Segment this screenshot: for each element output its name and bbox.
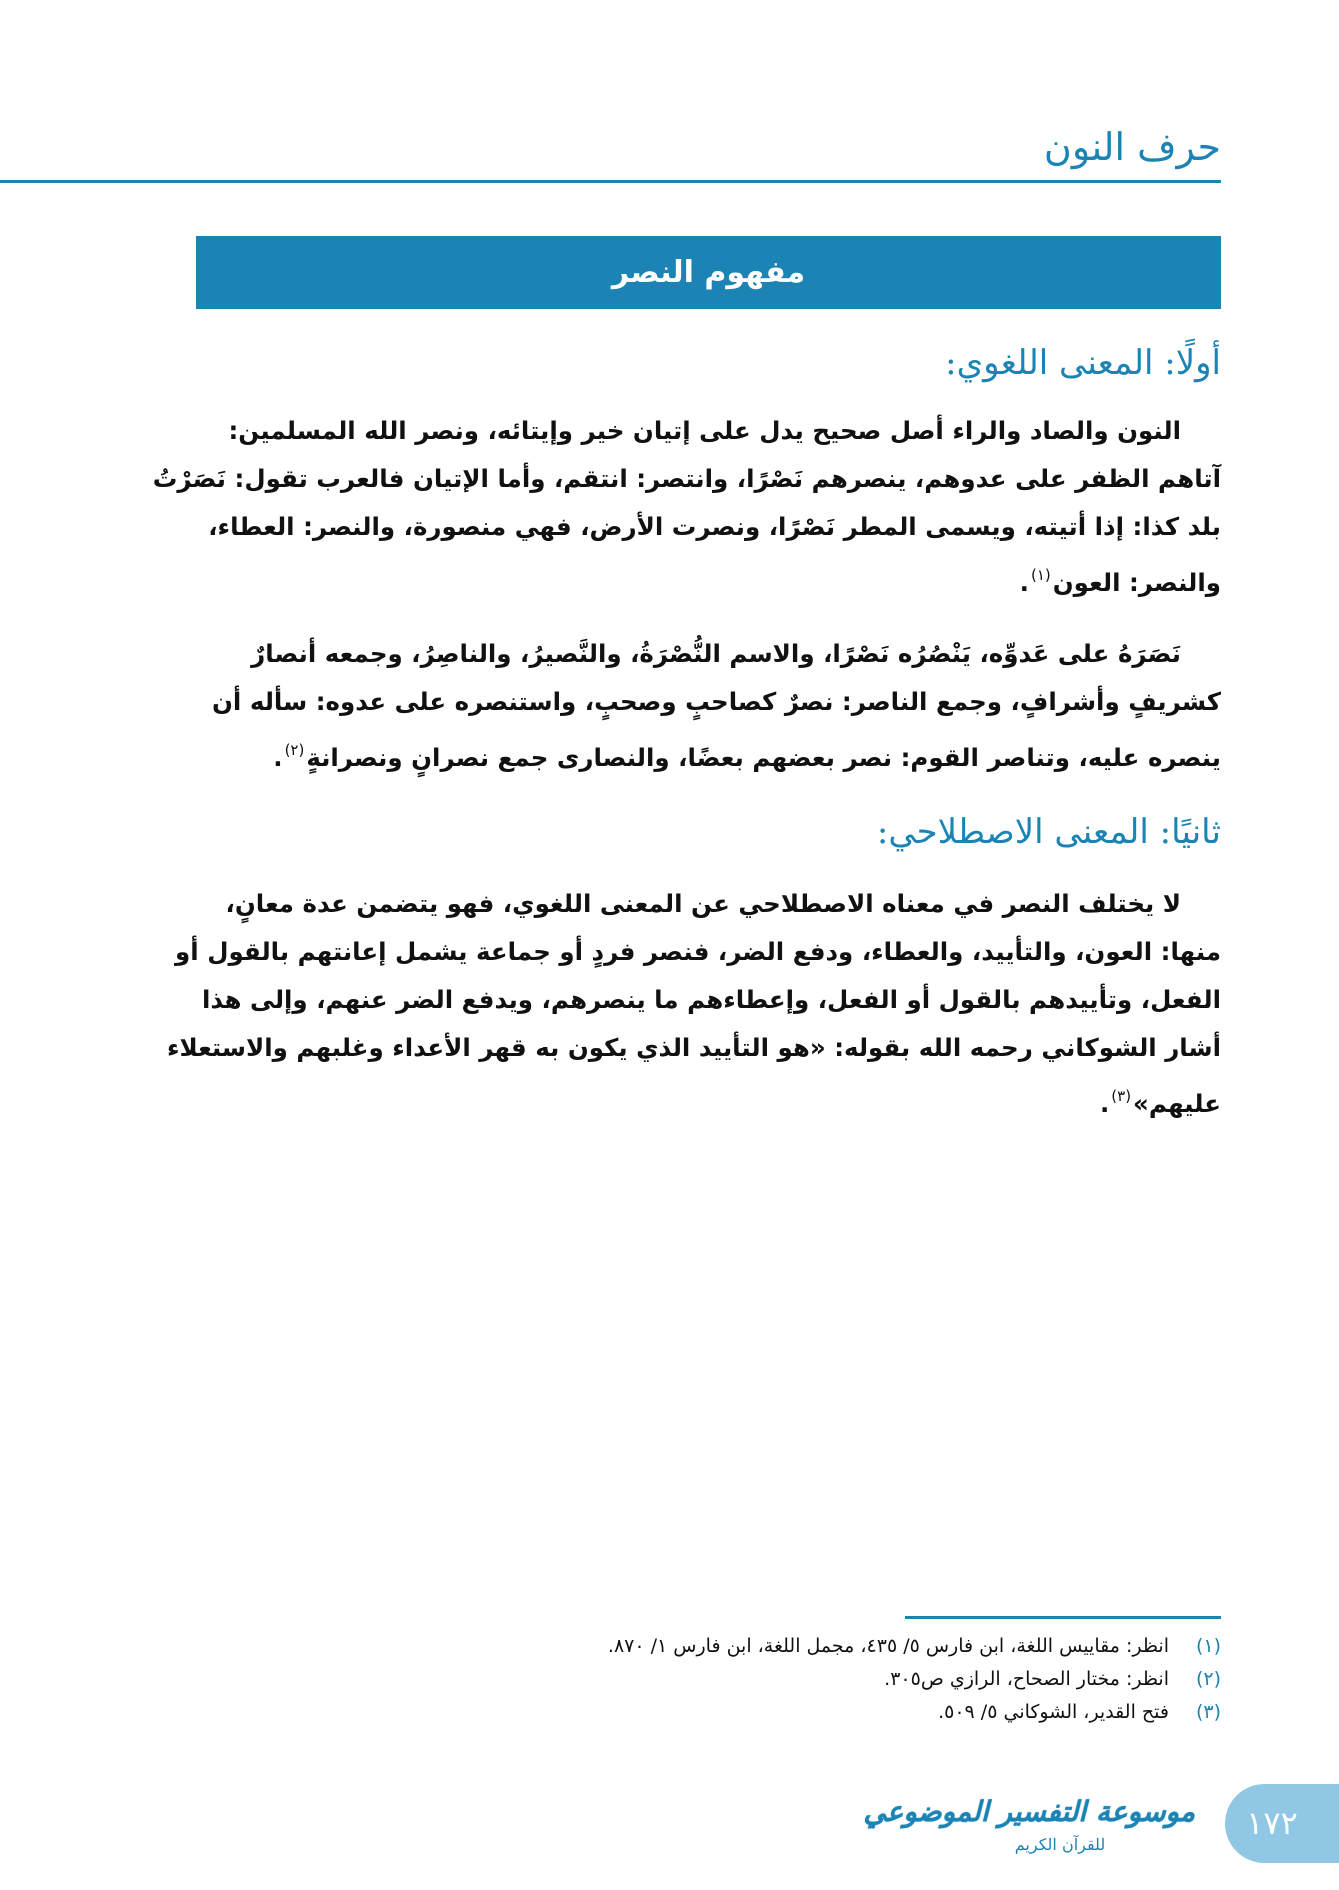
text-line: النون والصاد والراء أصل صحيح يدل على إتيان خير وإيتائه، ونصر الله المسلمين: <box>228 416 1181 445</box>
text-line <box>198 1072 1221 1128</box>
page-number-tab <box>1225 1784 1339 1863</box>
footnote-mark-2[interactable]: (٢) <box>284 741 305 759</box>
text-fragment: ينصره عليه، وتناصر القوم: نصر بعضهم بعضًا، والنصارى جمع نصرانٍ ونصرانةٍ <box>306 743 1221 772</box>
end-dot: . <box>1099 1089 1110 1118</box>
encyclopedia-logo <box>863 1790 1195 1870</box>
footnote-text: انظر: مقاييس اللغة، ابن فارس ٥/ ٤٣٥، مجمل اللغة، ابن فارس ١/ ٨٧٠. <box>607 1635 1169 1657</box>
footnote-number: (١) <box>1195 1635 1221 1657</box>
footnote-rule <box>905 1616 1221 1619</box>
text-line: نَصَرَهُ على عَدوِّه، يَنْصُرُه نَصْرًا، والاسم النُّصْرَةُ، والنَّصيرُ، والناصِرُ، وجمعه أنصارٌ <box>251 639 1181 668</box>
text-line: آتاهم الظفر على عدوهم، ينصرهم نَصْرًا، وانتصر: انتقم، وأما الإتيان فالعرب تقول: نَصَرْتُ <box>152 464 1221 493</box>
text-fragment: عليهم» <box>1133 1089 1221 1118</box>
text-line: كشريفٍ وأشرافٍ، وجمع الناصر: نصرٌ كصاحبٍ وصحبٍ، واستنصره على عدوه: سأله أن <box>212 687 1221 716</box>
text-line: منها: العون، والتأييد، والعطاء، ودفع الضر، فنصر فردٍ أو جماعة يشمل إعانتهم بالقول أو <box>175 937 1221 966</box>
title-banner <box>196 236 1221 309</box>
footnote-text: فتح القدير، الشوكاني ٥/ ٥٠٩. <box>938 1701 1169 1723</box>
footnote-number: (٢) <box>1195 1668 1221 1690</box>
technical-meaning-heading: ثانيًا: المعنى الاصطلاحي: <box>876 812 1221 852</box>
footnote-item <box>421 1663 1221 1696</box>
page-number: ١٧٢ <box>1246 1804 1298 1842</box>
footnote-mark-1[interactable]: (١) <box>1030 566 1051 584</box>
logo-subtitle: للقرآن الكريم <box>1014 1835 1106 1854</box>
footnote-item <box>421 1696 1221 1729</box>
banner-title: مفهوم النصر <box>611 255 806 290</box>
text-line <box>198 726 1221 782</box>
paragraph-linguistic-2 <box>198 630 1221 782</box>
footnote-number: (٣) <box>1195 1701 1221 1723</box>
paragraph-linguistic-1 <box>152 407 1221 607</box>
footnotes <box>421 1630 1221 1729</box>
end-dot: . <box>1019 568 1029 597</box>
footnote-item <box>421 1630 1221 1663</box>
text-line: لا يختلف النصر في معناه الاصطلاحي عن المعنى اللغوي، فهو يتضمن عدة معانٍ، <box>225 889 1181 918</box>
linguistic-meaning-heading: أولًا: المعنى اللغوي: <box>945 343 1221 383</box>
end-dot: . <box>273 743 283 772</box>
logo-title: موسوعة التفسير الموضوعي <box>863 1795 1195 1828</box>
text-line: بلد كذا: إذا أتيته، ويسمى المطر نَصْرًا، ونصرت الأرض، فهي منصورة، والنصر: العطاء، <box>208 512 1221 541</box>
text-line: الفعل، وتأييدهم بالقول أو الفعل، وإعطاءهم ما ينصرهم، ويدفع الضر عنهم، وإلى هذا <box>201 985 1221 1014</box>
footnote-mark-3[interactable]: (٣) <box>1111 1087 1132 1105</box>
header-rule <box>0 180 1221 183</box>
text-line <box>198 551 1221 607</box>
running-head-title: حرف النون <box>1043 125 1221 169</box>
text-line: أشار الشوكاني رحمه الله بقوله: «هو التأييد الذي يكون به قهر الأعداء وغلبهم والاستعلاء <box>166 1033 1221 1062</box>
text-fragment: والنصر: العون <box>1052 568 1221 597</box>
footnote-text: انظر: مختار الصحاح، الرازي ص٣٠٥. <box>884 1668 1169 1690</box>
paragraph-technical <box>166 880 1221 1128</box>
